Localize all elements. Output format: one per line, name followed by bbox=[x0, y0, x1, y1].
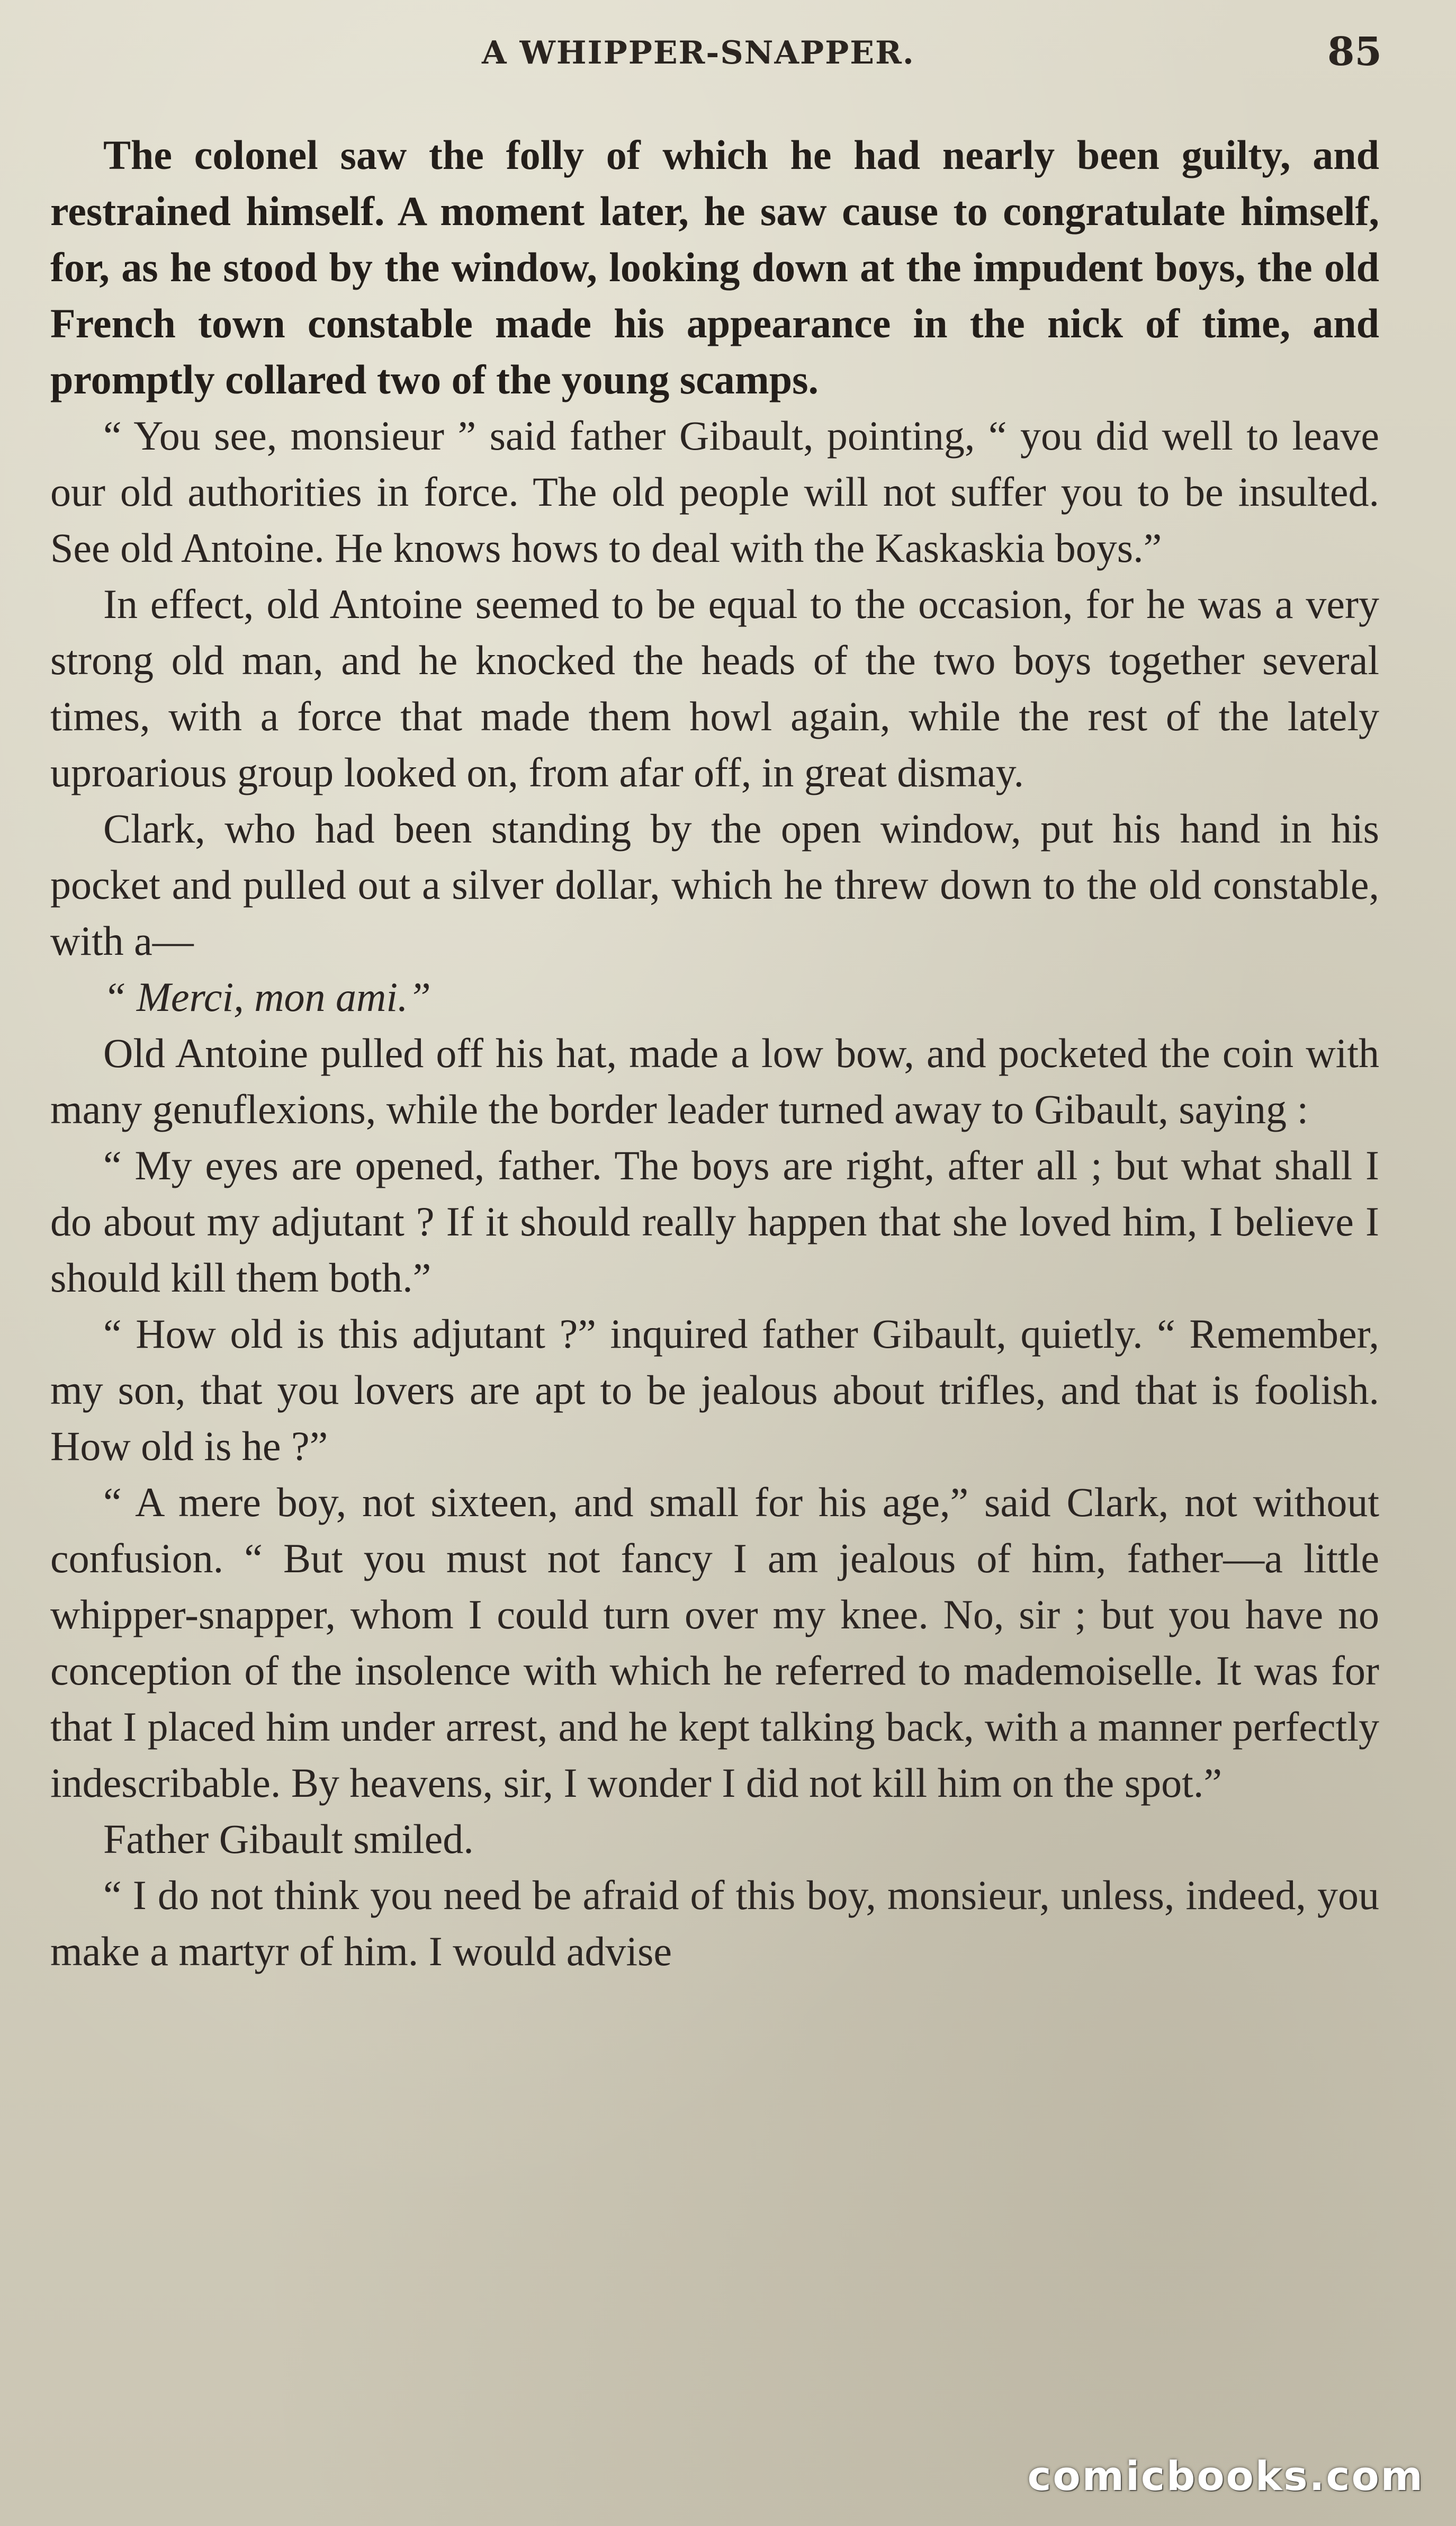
paragraph: “ A mere boy, not sixteen, and small for his age,” said Clark, not without confusion. “ But you must not fancy I am jealous of him, father—a little whipper-snapper, whom I could turn over my knee. No, sir ; but you have no conception of the insolence with which he referred to mademoiselle. It was for that I placed him under arrest, and he kept talking back, with a manner perfectly indescribable. By heavens, sir, I wonder I did not kill him on the spot.” bbox=[50, 1479, 1379, 1806]
paragraph: “ How old is this adjutant ?” inquired father Gibault, quietly. “ Remember, my son, that you lovers are apt to be jealous about trifles, and that is foolish. How old is he ?” bbox=[50, 1311, 1379, 1469]
paragraph: In effect, old Antoine seemed to be equal to the occasion, for he was a very strong old man, and he knocked the heads of the two boys together several times, with a force that made them howl again, while the rest of the lately uproarious group looked on, from afar off, in great dismay. bbox=[50, 581, 1379, 795]
paragraph: “ I do not think you need be afraid of this boy, monsieur, unless, indeed, you make a martyr of him. I would advise bbox=[50, 1872, 1379, 1974]
paragraph: “ My eyes are opened, father. The boys are right, after all ; but what shall I do about my adjutant ? If it should really happen that she loved him, I believe I should kill them both.” bbox=[50, 1142, 1379, 1301]
watermark: comicbooks.com bbox=[1027, 2452, 1424, 2500]
paragraph: Clark, who had been standing by the open window, put his hand in his pocket and pulled out a silver dollar, which he threw down to the old constable, with a— bbox=[50, 805, 1379, 964]
page-header bbox=[0, 29, 1456, 87]
italic-quote-text: “ Merci, mon ami.” bbox=[103, 974, 431, 1020]
paragraph: Old Antoine pulled off his hat, made a low bow, and pocketed the coin with many genuflexions, while the border leader turned away to Gibault, saying : bbox=[50, 1030, 1379, 1132]
body-text bbox=[50, 127, 1379, 2378]
paragraph: “ You see, monsieur ” said father Gibault, pointing, “ you did well to leave our old authorities in force. The old people will not suffer you to be insulted. See old Antoine. He knows hows to deal with the Kaskaskia boys.” bbox=[50, 413, 1379, 571]
paragraph-italic-quote bbox=[50, 969, 1379, 1025]
paragraph: The colonel saw the folly of which he had nearly been guilty, and restrained himself. A moment later, he saw cause to congratulate himself, for, as he stood by the window, looking down at the impudent boys, the old French town constable made his appearance in the nick of time, and promptly collared two of the young scamps. bbox=[50, 132, 1379, 402]
page-number: 85 bbox=[1327, 29, 1382, 75]
paragraph: Father Gibault smiled. bbox=[103, 1816, 474, 1862]
running-title: A WHIPPER-SNAPPER. bbox=[482, 34, 915, 71]
